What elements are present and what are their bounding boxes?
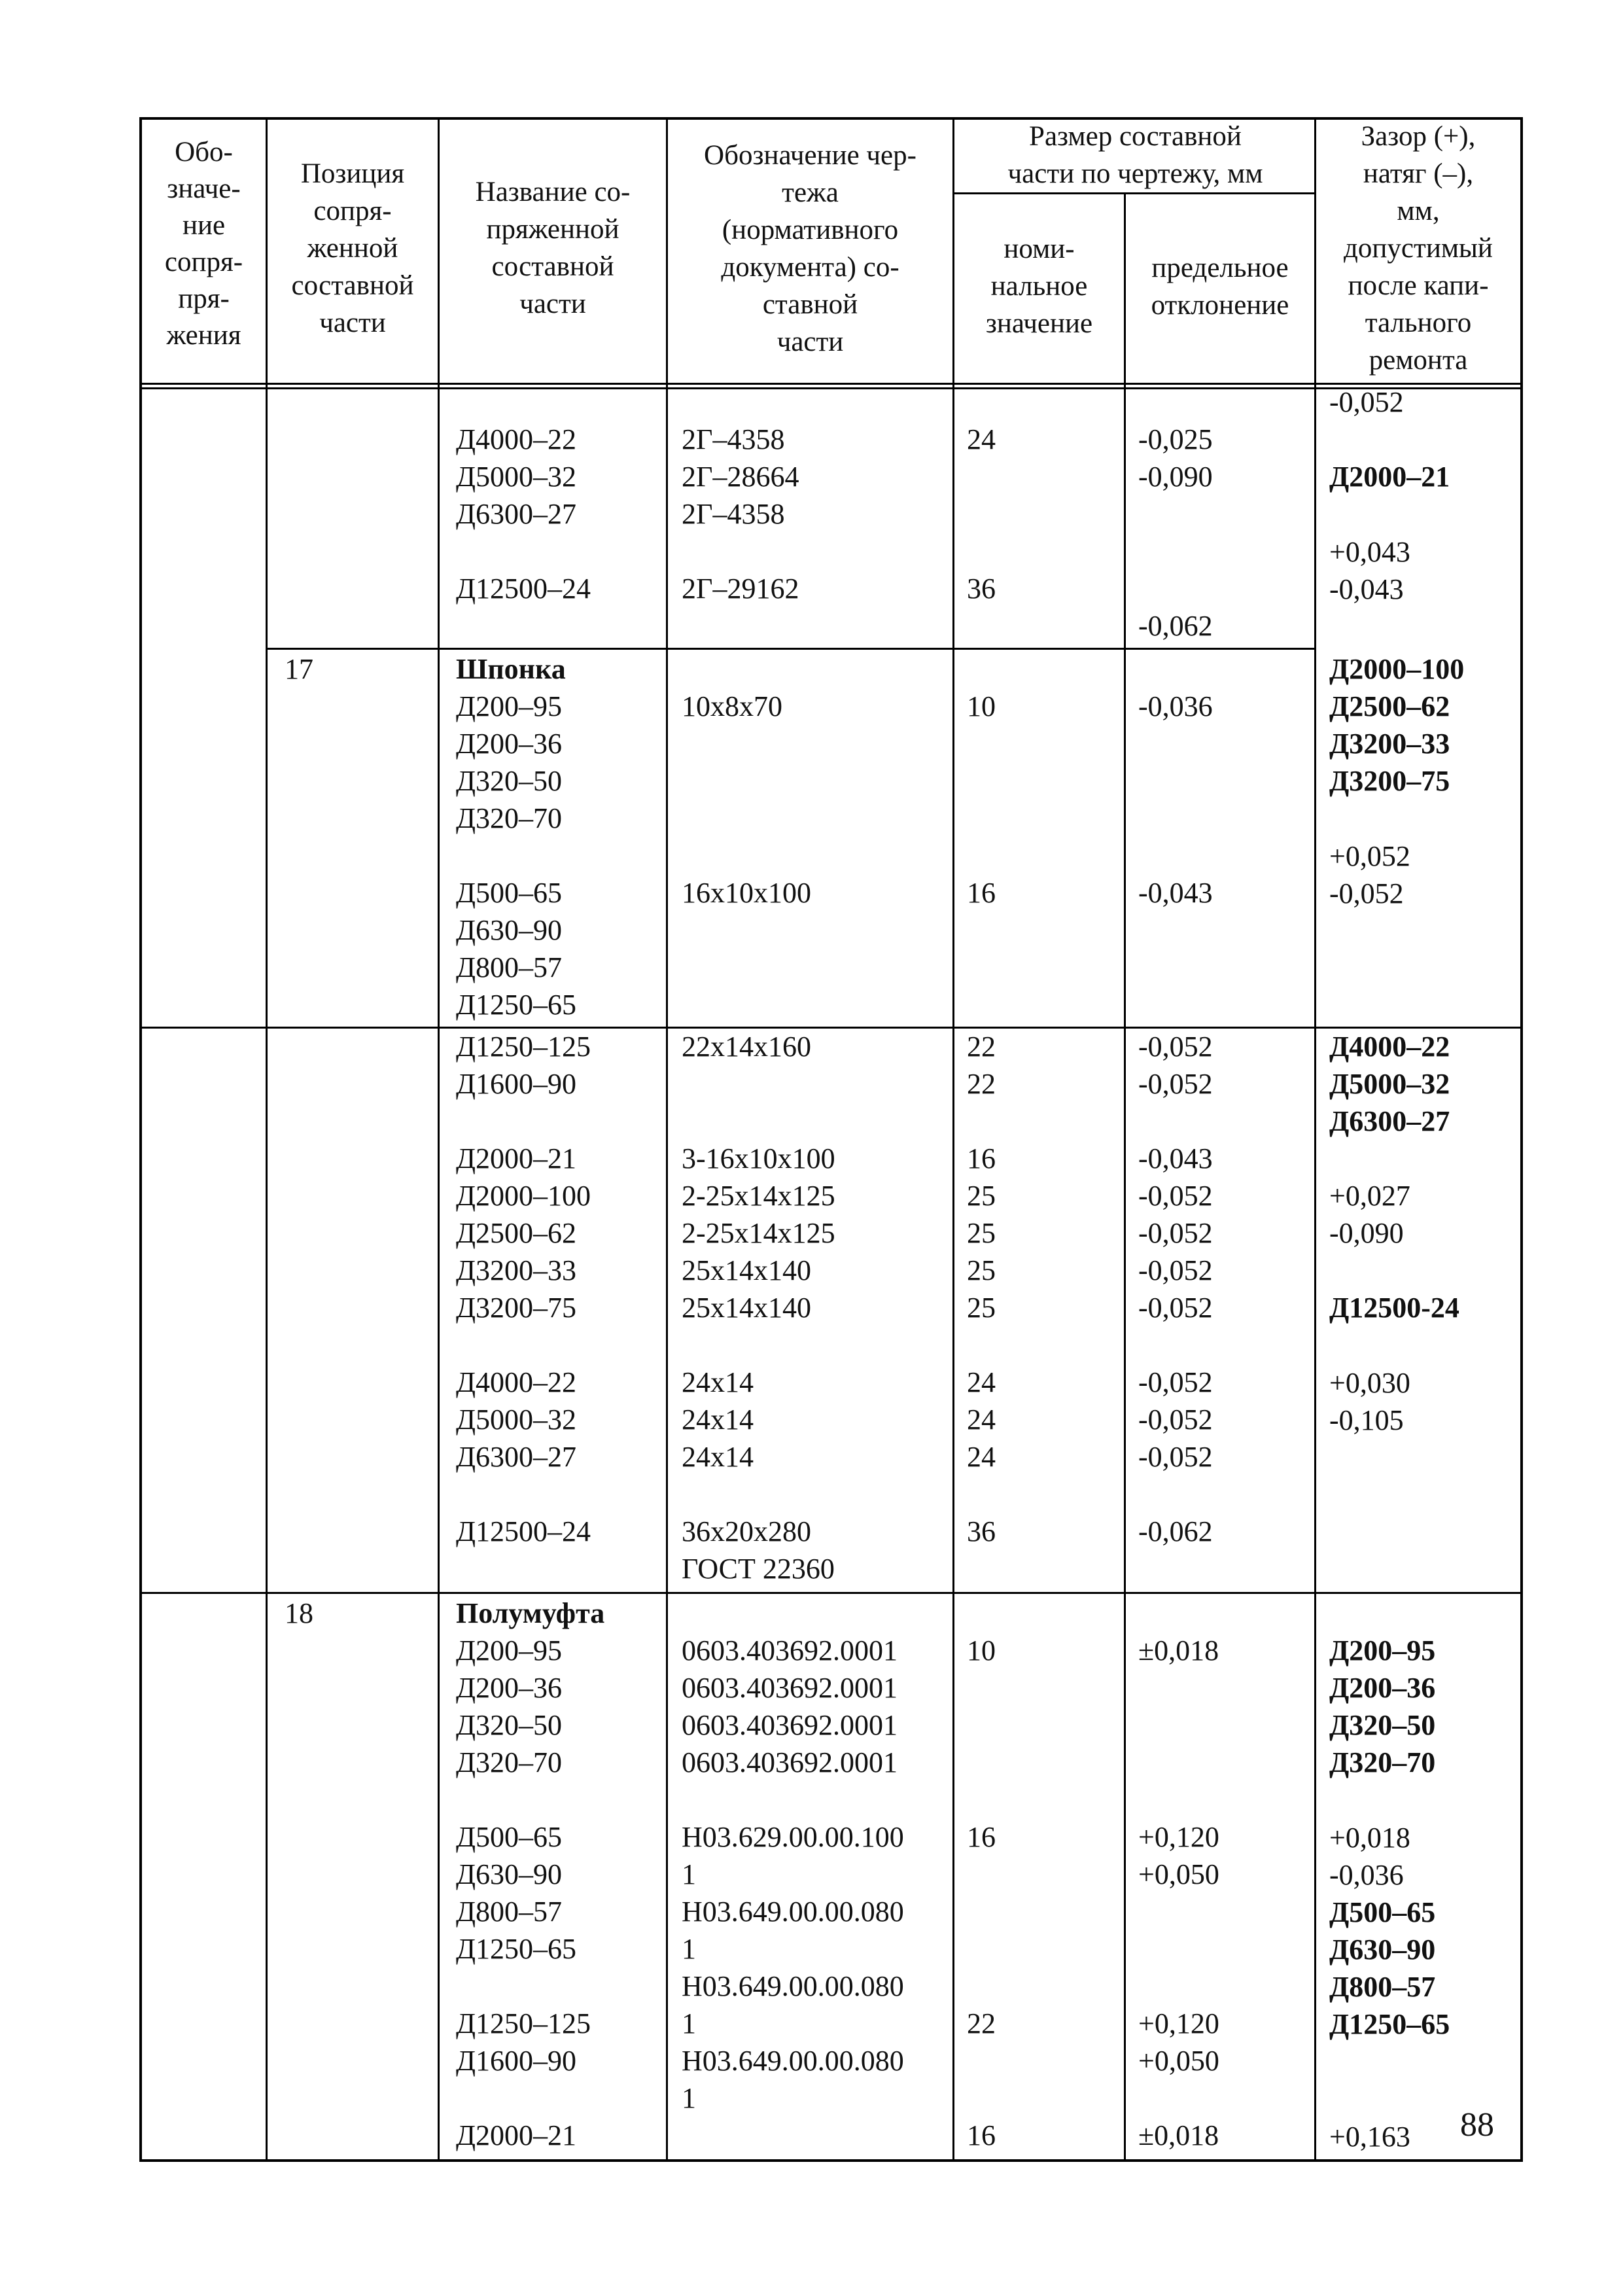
block3-clearance-range-2: +0,030 -0,105 xyxy=(1329,1367,1410,1436)
block1-clearance-value: -0,052 xyxy=(1329,386,1404,418)
col-border-2 xyxy=(438,117,440,2162)
block2-deviation: -0,036 -0,043 xyxy=(1138,690,1213,909)
block2-nominal: 10 16 xyxy=(967,690,996,909)
block4-clearance-range-1: +0,018 -0,036 xyxy=(1329,1822,1410,1891)
header-size: Размер составной части по чертежу, мм xyxy=(1007,121,1263,189)
block1-clearance-range: +0,043 -0,043 xyxy=(1329,536,1410,605)
size-subheader-line xyxy=(954,192,1316,194)
block2-position: 17 xyxy=(285,653,313,685)
block2-clearance-labels: Д2000–100 Д2500–62 Д3200–33 Д3200–75 xyxy=(1329,653,1465,797)
block3-clearance-label-2: Д12500-24 xyxy=(1329,1292,1459,1324)
block3-deviation: -0,052 -0,052 -0,043 -0,052 -0,052 -0,052 -0,052 -0,052 -0,052 -0,052 -0,062 xyxy=(1138,1031,1213,1547)
block4-drawing-refs: 0603.403692.0001 0603.403692.0001 0603.403692.0001 0603.403692.0001 Н03.629.00.00.100 1 Н03.649.00.00.080 1 Н03.649.00.00.080 1 Н03.649.00.00.080 1 xyxy=(682,1634,904,2114)
block3-part-names: Д1250–125 Д1600–90 Д2000–21 Д2000–100 Д2500–62 Д3200–33 Д3200–75 Д4000–22 Д5000–32 Д6300–27 Д12500–24 xyxy=(456,1031,591,1547)
block1-part-names: Д4000–22 Д5000–32 Д6300–27 Д12500–24 xyxy=(456,423,591,605)
header-drawing-ref: Обозначение чер- тежа (нормативного документа) со- ставной части xyxy=(704,140,916,357)
block2-drawing-refs: 10х8х70 16х10х100 xyxy=(682,690,811,909)
block4-position: 18 xyxy=(285,1597,313,1629)
block1-clearance-label: Д2000–21 xyxy=(1329,461,1450,493)
block3-drawing-refs: 22х14х160 3-16х10х100 2-25х14х125 2-25х14х125 25х14х140 25х14х140 24х14 24х14 24х14 36х20х280 ГОСТ 22360 xyxy=(682,1031,835,1585)
block4-nominal: 10 16 22 16 xyxy=(967,1634,996,2151)
col-border-5 xyxy=(1124,192,1126,2162)
block2-clearance-range: +0,052 -0,052 xyxy=(1329,840,1410,910)
col-border-right xyxy=(1520,117,1523,2162)
row-divider-pos17 xyxy=(267,648,1316,650)
block4-clearance-labels-1: Д200–95 Д200–36 Д320–50 Д320–70 xyxy=(1329,1634,1436,1778)
col-border-6 xyxy=(1314,117,1316,2162)
block3-clearance-labels-1: Д4000–22 Д5000–32 Д6300–27 xyxy=(1329,1031,1450,1137)
block2-title: Шпонка xyxy=(456,653,566,685)
block4-part-names: Д200–95 Д200–36 Д320–50 Д320–70 Д500–65 Д630–90 Д800–57 Д1250–65 Д1250–125 Д1600–90 Д2000–21 xyxy=(456,1634,591,2151)
header-clearance: Зазор (+), натяг (–), мм, допустимый после капи- тального ремонта xyxy=(1344,121,1493,376)
block2-part-names: Д200–95 Д200–36 Д320–50 Д320–70 Д500–65 Д630–90 Д800–57 Д1250–65 xyxy=(456,690,577,1021)
block4-title: Полумуфта xyxy=(456,1597,605,1629)
block3-clearance-range-1: +0,027 -0,090 xyxy=(1329,1180,1410,1249)
block1-nominal: 24 36 xyxy=(967,423,996,605)
col-border-left xyxy=(139,117,142,2162)
header-part-name: Название со- пряженной составной части xyxy=(475,177,631,319)
page-number: 88 xyxy=(1460,2106,1494,2144)
block1-deviation: -0,025 -0,090 -0,062 xyxy=(1138,423,1213,642)
block1-drawing-refs: 2Г–4358 2Г–28664 2Г–4358 2Г–29162 xyxy=(682,423,799,605)
col-border-4 xyxy=(952,117,954,2162)
header-deviation: предельное отклонение xyxy=(1151,253,1289,321)
block4-deviation: ±0,018 +0,120 +0,050 +0,120 +0,050 ±0,018 xyxy=(1138,1634,1219,2151)
block4-clearance-labels-2: Д500–65 Д630–90 Д800–57 Д1250–65 xyxy=(1329,1896,1450,2040)
block4-clearance-range-2: +0,163 xyxy=(1329,2121,1410,2153)
header-position: Позиция сопря- женной составной части xyxy=(291,158,414,338)
header-nominal: номи- нальное значение xyxy=(985,234,1093,339)
col-border-3 xyxy=(666,117,668,2162)
col-border-1 xyxy=(266,117,268,2162)
block3-nominal: 22 22 16 25 25 25 25 24 24 24 36 xyxy=(967,1031,996,1547)
header-designation: Обо- значе- ние сопря- пря- жения xyxy=(164,137,243,351)
